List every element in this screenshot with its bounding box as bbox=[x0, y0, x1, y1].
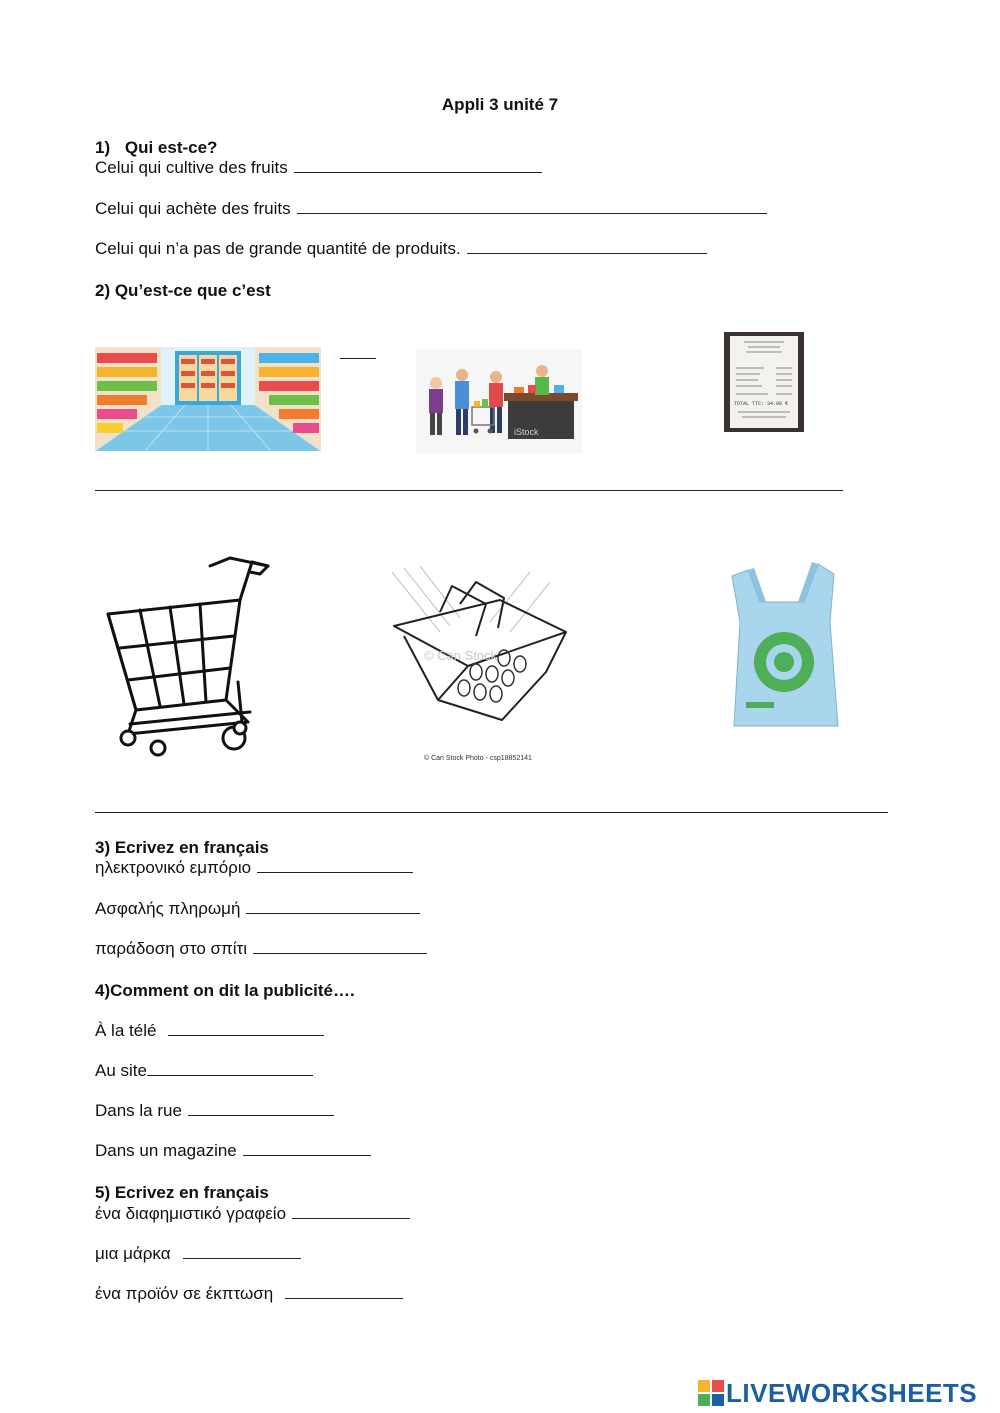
s5-q1-answer-blank[interactable] bbox=[292, 1204, 410, 1219]
receipt-total: TOTAL TTC: 34.00 € bbox=[734, 401, 789, 407]
section2-heading: 2) Qu’est-ce que c’est bbox=[95, 281, 271, 300]
s1-question-3 bbox=[95, 239, 707, 259]
plastic-bag-image bbox=[726, 562, 842, 730]
s5-question-2 bbox=[95, 1244, 301, 1264]
checkout-image bbox=[416, 349, 582, 453]
section1-heading bbox=[95, 138, 217, 158]
s5-q2-label: μια μάρκα bbox=[95, 1244, 171, 1263]
s1-q2-answer-blank[interactable] bbox=[297, 199, 767, 214]
receipt-image bbox=[724, 332, 804, 432]
s4-question-4 bbox=[95, 1141, 371, 1161]
supermarket-answer-blank[interactable] bbox=[340, 358, 376, 359]
s3-q3-label: παράδοση στο σπίτι bbox=[95, 939, 248, 958]
s4-q1-answer-blank[interactable] bbox=[168, 1021, 324, 1036]
shopping-cart-image bbox=[100, 552, 272, 762]
s1-q1-answer-blank[interactable] bbox=[294, 158, 542, 173]
section1-heading-num: 1) bbox=[95, 138, 111, 157]
canstock-caption: © Can Stock Photo - csp18852141 bbox=[424, 755, 532, 762]
s1-q2-label: Celui qui achète des fruits bbox=[95, 199, 291, 218]
s3-q1-answer-blank[interactable] bbox=[257, 858, 413, 873]
s3-q1-label: ηλεκτρονικό εμπόριο bbox=[95, 858, 252, 877]
s5-q3-answer-blank[interactable] bbox=[285, 1284, 403, 1299]
section1-heading-text: Qui est-ce? bbox=[124, 138, 218, 157]
s4-q3-answer-blank[interactable] bbox=[188, 1101, 334, 1116]
s3-q3-answer-blank[interactable] bbox=[253, 939, 427, 954]
page-title: Appli 3 unité 7 bbox=[441, 95, 559, 114]
s4-q4-answer-blank[interactable] bbox=[243, 1141, 371, 1156]
s3-question-1 bbox=[95, 858, 413, 878]
s1-question-2 bbox=[95, 199, 767, 219]
istock-label: iStock bbox=[514, 427, 539, 437]
s4-q1-label: À la télé bbox=[95, 1021, 157, 1040]
s4-q4-label: Dans un magazine bbox=[95, 1141, 237, 1160]
s3-question-3 bbox=[95, 939, 427, 959]
s5-q1-label: ένα διαφημιστικό γραφείο bbox=[95, 1204, 287, 1223]
s1-q3-answer-blank[interactable] bbox=[467, 239, 707, 254]
s1-q3-label: Celui qui n’a pas de grande quantité de produits. bbox=[95, 239, 461, 258]
s3-q2-answer-blank[interactable] bbox=[246, 899, 420, 914]
s1-question-1 bbox=[95, 158, 542, 178]
basket-image bbox=[380, 562, 570, 768]
s5-question-1 bbox=[95, 1204, 410, 1224]
supermarket-image bbox=[95, 347, 321, 451]
s4-question-2 bbox=[95, 1061, 313, 1081]
s5-q3-label: ένα προϊόν σε έκπτωση bbox=[95, 1284, 274, 1303]
s4-q2-label: Au site bbox=[95, 1061, 147, 1080]
liveworksheets-logo bbox=[698, 1378, 977, 1408]
s5-question-3 bbox=[95, 1284, 403, 1304]
s5-q2-answer-blank[interactable] bbox=[183, 1244, 301, 1259]
section5-heading: 5) Ecrivez en français bbox=[95, 1183, 269, 1202]
s4-q3-label: Dans la rue bbox=[95, 1101, 182, 1120]
images-row1-answer-line[interactable] bbox=[95, 490, 843, 491]
canstock-watermark: © Can Stock bbox=[424, 648, 498, 663]
s3-q2-label: Ασφαλής πληρωμή bbox=[95, 899, 241, 918]
section3-heading: 3) Ecrivez en français bbox=[95, 838, 269, 857]
s1-q1-label: Celui qui cultive des fruits bbox=[95, 158, 288, 177]
s3-question-2 bbox=[95, 899, 420, 919]
section4-heading: 4)Comment on dit la publicité…. bbox=[95, 981, 355, 1000]
images-row2-answer-line[interactable] bbox=[95, 812, 888, 813]
s4-question-3 bbox=[95, 1101, 334, 1121]
s4-question-1 bbox=[95, 1021, 324, 1041]
liveworksheets-logo-text: LIVEWORKSHEETS bbox=[726, 1377, 978, 1408]
s4-q2-answer-blank[interactable] bbox=[147, 1061, 313, 1076]
liveworksheets-logo-icon bbox=[698, 1380, 724, 1406]
